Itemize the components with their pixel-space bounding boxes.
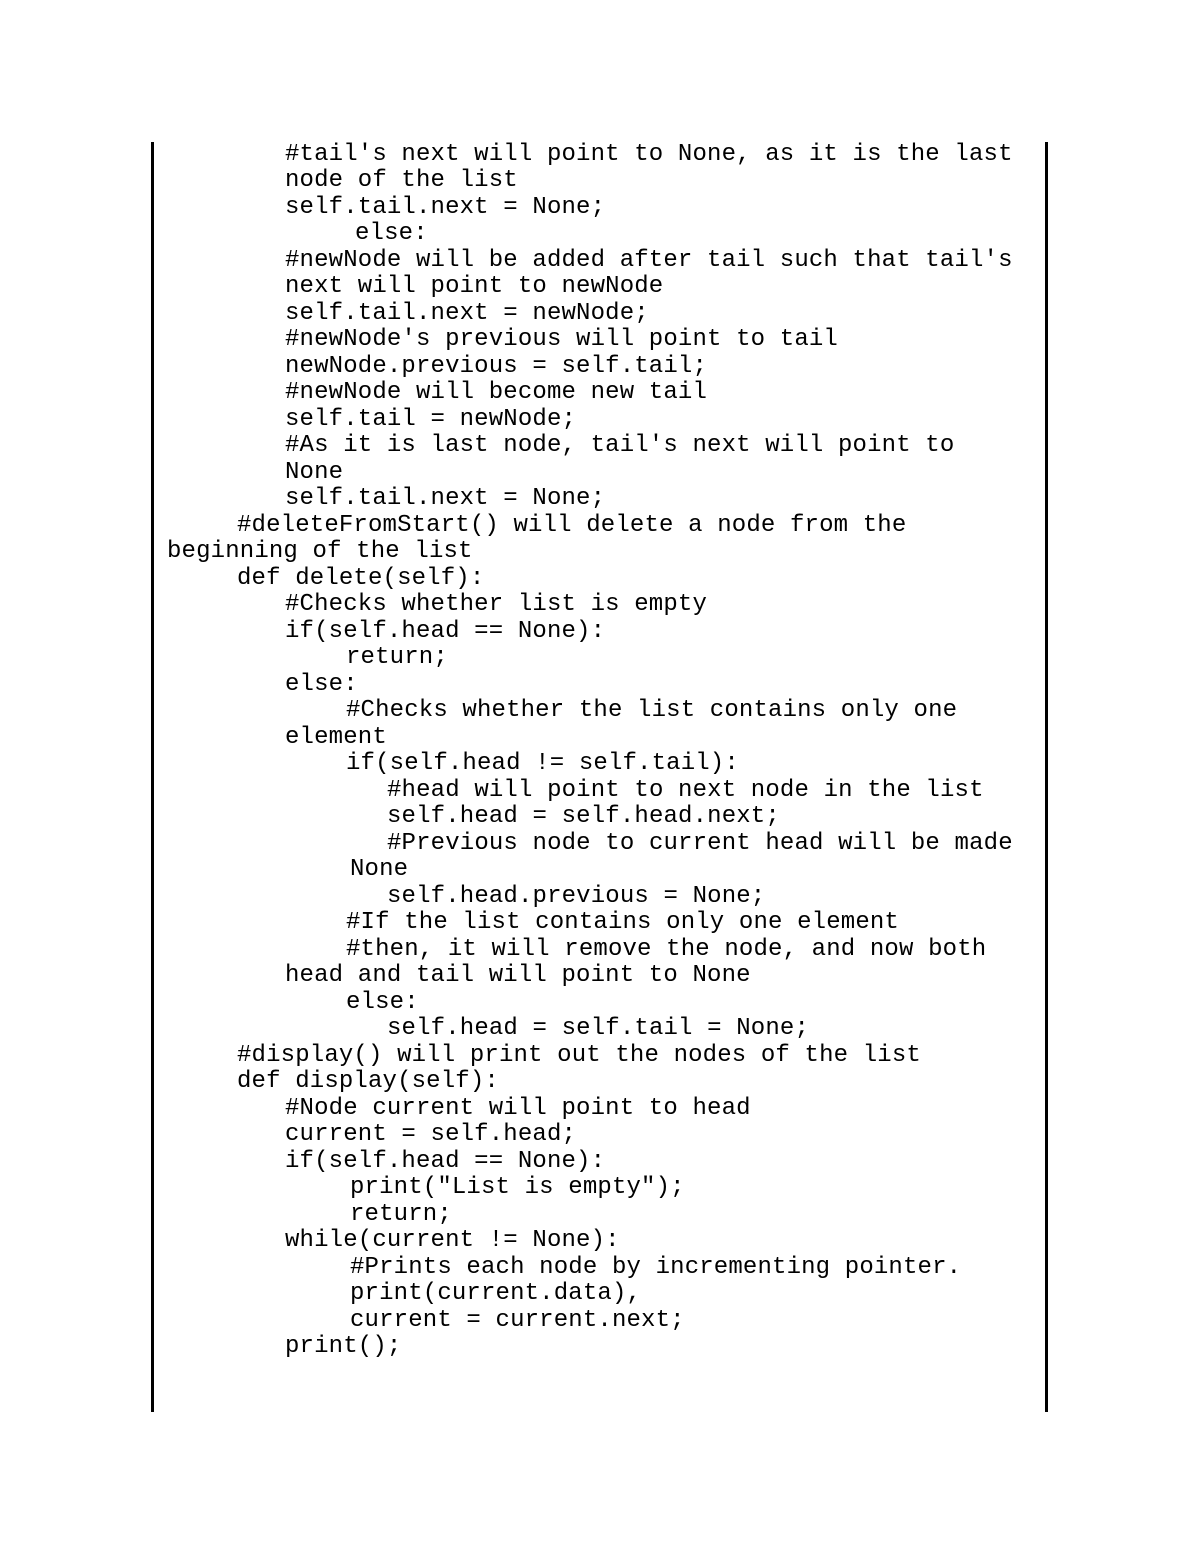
code-line: beginning of the list (167, 538, 473, 565)
code-line: #Node current will point to head (285, 1095, 751, 1122)
code-line: return; (346, 644, 448, 671)
code-line: newNode.previous = self.tail; (285, 353, 708, 380)
left-border-rule (151, 142, 154, 1412)
code-line: #Checks whether the list contains only one (346, 697, 958, 724)
code-line: while(current != None): (285, 1227, 620, 1254)
code-line: #head will point to next node in the list (387, 777, 984, 804)
code-line: self.head = self.tail = None; (387, 1015, 810, 1042)
code-line: return; (350, 1201, 452, 1228)
code-line: #newNode's previous will point to tail (285, 326, 838, 353)
code-line: #Checks whether list is empty (285, 591, 708, 618)
code-line: else: (346, 989, 419, 1016)
code-line: element (285, 724, 387, 751)
code-line: self.tail = newNode; (285, 406, 577, 433)
code-line: print(current.data), (350, 1280, 642, 1307)
code-line: #then, it will remove the node, and now both (346, 936, 987, 963)
code-line: #Previous node to current head will be made (387, 830, 1013, 857)
code-line: self.head = self.head.next; (387, 803, 780, 830)
code-line: self.tail.next = None; (285, 194, 606, 221)
code-line: print(); (285, 1333, 402, 1360)
code-line: head and tail will point to None (285, 962, 751, 989)
code-line: if(self.head == None): (285, 1148, 606, 1175)
code-line: #Prints each node by incrementing pointer. (350, 1254, 962, 1281)
code-line: #tail's next will point to None, as it is the last (285, 141, 1013, 168)
code-line: self.head.previous = None; (387, 883, 766, 910)
right-border-rule (1045, 142, 1048, 1412)
code-line: next will point to newNode (285, 273, 664, 300)
code-line: current = self.head; (285, 1121, 577, 1148)
code-line: self.tail.next = None; (285, 485, 606, 512)
code-line: if(self.head != self.tail): (346, 750, 739, 777)
code-line: def display(self): (237, 1068, 499, 1095)
code-line: #display() will print out the nodes of the list (237, 1042, 921, 1069)
code-line: None (285, 459, 344, 486)
code-line: print("List is empty"); (350, 1174, 685, 1201)
code-line: current = current.next; (350, 1307, 685, 1334)
code-line: #If the list contains only one element (346, 909, 899, 936)
code-line: #newNode will be added after tail such that tail's (285, 247, 1013, 274)
code-line: #deleteFromStart() will delete a node from the (237, 512, 907, 539)
code-line: self.tail.next = newNode; (285, 300, 649, 327)
code-line: if(self.head == None): (285, 618, 606, 645)
code-line: None (350, 856, 409, 883)
code-line: def delete(self): (237, 565, 485, 592)
code-line: #As it is last node, tail's next will point to (285, 432, 955, 459)
code-line: node of the list (285, 167, 518, 194)
code-line: else: (285, 671, 358, 698)
code-line: else: (355, 220, 428, 247)
code-line: #newNode will become new tail (285, 379, 708, 406)
